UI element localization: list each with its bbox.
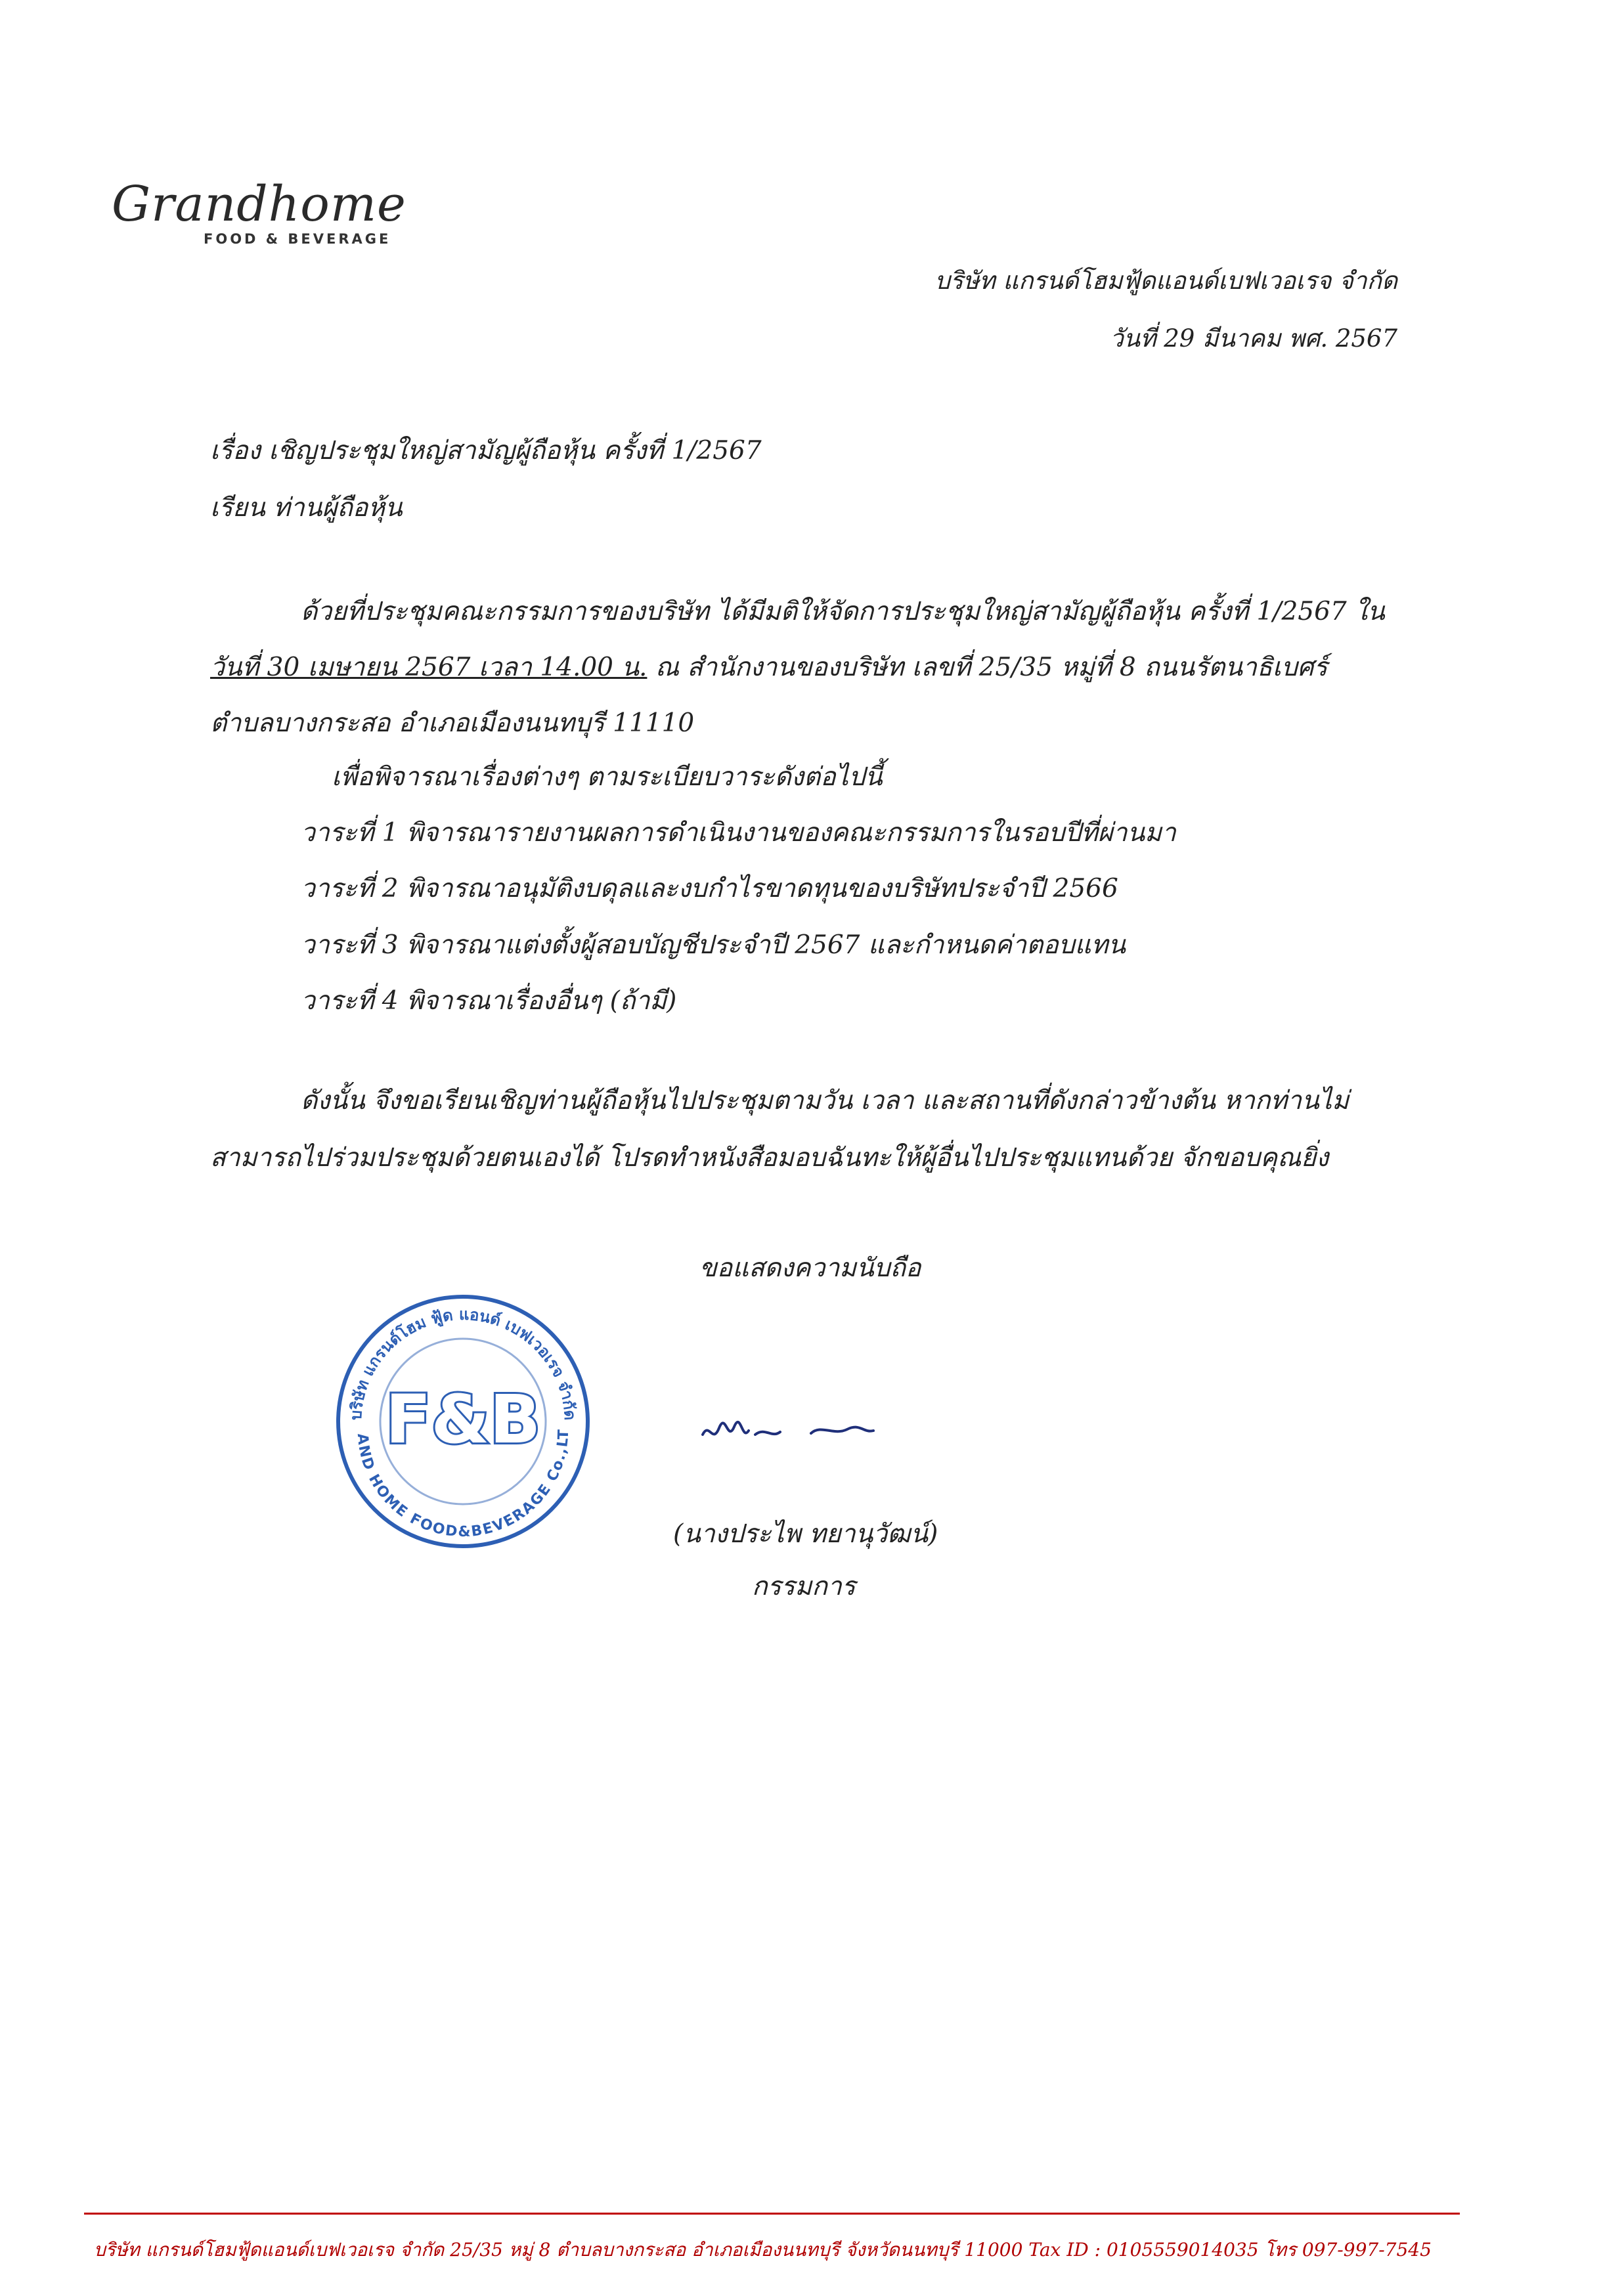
body-paragraph-1-line-1: ด้วยที่ประชุมคณะกรรมการของบริษัท ได้มีมติให้จัดการประชุมใหญ่สามัญผู้ถือหุ้น ครั้งที่ 1/2567 ใน xyxy=(301,597,1385,626)
body-paragraph-1-line-3: ตำบลบางกระสอ อำเภอเมืองนนทบุรี 11110 xyxy=(210,708,695,738)
footer-divider xyxy=(84,2213,1460,2215)
letter-recipient: เรียน ท่านผู้ถือหุ้น xyxy=(210,493,403,523)
svg-text:GRAND HOME FOOD&BEVERAGE Co.,L: AND HOME FOOD&BEVERAGE Co.,LT xyxy=(353,1427,573,1541)
company-seal-stamp xyxy=(332,1290,594,1553)
closing-phrase: ขอแสดงความนับถือ xyxy=(699,1253,921,1283)
body-paragraph-2-line-2: สามารถไปร่วมประชุมด้วยตนเองได้ โปรดทำหนังสือมอบฉันทะให้ผู้อื่นไปประชุมแทนด้วย จักขอบคุณยิ่ง xyxy=(210,1143,1329,1173)
company-logo-script: Grandhome xyxy=(112,176,406,232)
agenda-intro: เพื่อพิจารณาเรื่องต่างๆ ตามระเบียบวาระดังต่อไปนี้ xyxy=(332,762,883,792)
letter-subject: เรื่อง เชิญประชุมใหญ่สามัญผู้ถือหุ้น ครั้งที่ 1/2567 xyxy=(210,436,762,466)
agenda-item-2: วาระที่ 2 พิจารณาอนุมัติงบดุลและงบกำไรขาดทุนของบริษัทประจำปี 2566 xyxy=(301,874,1118,903)
agenda-item-4: วาระที่ 4 พิจารณาเรื่องอื่นๆ (ถ้ามี) xyxy=(301,986,677,1016)
agenda-item-1: วาระที่ 1 พิจารณารายงานผลการดำเนินงานของคณะกรรมการในรอบปีที่ผ่านมา xyxy=(301,818,1176,848)
svg-text:บริษัท แกรนด์โฮม ฟู้ด แอนด์ เบ: บริษัท แกรนด์โฮม ฟู้ด แอนด์ เบฟเวอเรจ จำกัด xyxy=(346,1305,580,1421)
header-date: วันที่ 29 มีนาคม พศ. 2567 xyxy=(1110,324,1397,353)
footer-company-address: บริษัท แกรนด์โฮมฟู้ดแอนด์เบฟเวอเรจ จำกัด 25/35 หมู่ 8 ตำบลบางกระสอ อำเภอเมืองนนทบุรี จังหวัดนนทบุรี 11000 Tax ID : 0105559014035 โทร 097-997-7545 xyxy=(94,2239,1432,2261)
company-logo-subtitle: FOOD & BEVERAGE xyxy=(204,231,391,247)
body-paragraph-2-line-1: ดังนั้น จึงขอเรียนเชิญท่านผู้ถือหุ้นไปประชุมตามวัน เวลา และสถานที่ดังกล่าวข้างต้น หากท่านไม่ xyxy=(301,1086,1350,1116)
svg-text:F&B: F&B xyxy=(385,1381,541,1459)
company-seal-graphic xyxy=(332,1290,594,1553)
body-paragraph-1-line-2 xyxy=(210,647,1328,687)
meeting-location: ณ สำนักงานของบริษัท เลขที่ 25/35 หมู่ที่ 8 ถนนรัตนาธิเบศร์ xyxy=(647,653,1328,682)
meeting-date-time: วันที่ 30 เมษายน 2567 เวลา 14.00 น. xyxy=(210,653,647,682)
signatory-name: (นางประไพ ทยานุวัฒน์) xyxy=(673,1519,938,1549)
director-signature xyxy=(696,1402,893,1454)
header-company-name: บริษัท แกรนด์โฮมฟู้ดแอนด์เบฟเวอเรจ จำกัด xyxy=(934,267,1397,295)
agenda-item-3: วาระที่ 3 พิจารณาแต่งตั้งผู้สอบบัญชีประจำปี 2567 และกำหนดค่าตอบแทน xyxy=(301,930,1126,960)
signatory-title: กรรมการ xyxy=(752,1572,856,1601)
